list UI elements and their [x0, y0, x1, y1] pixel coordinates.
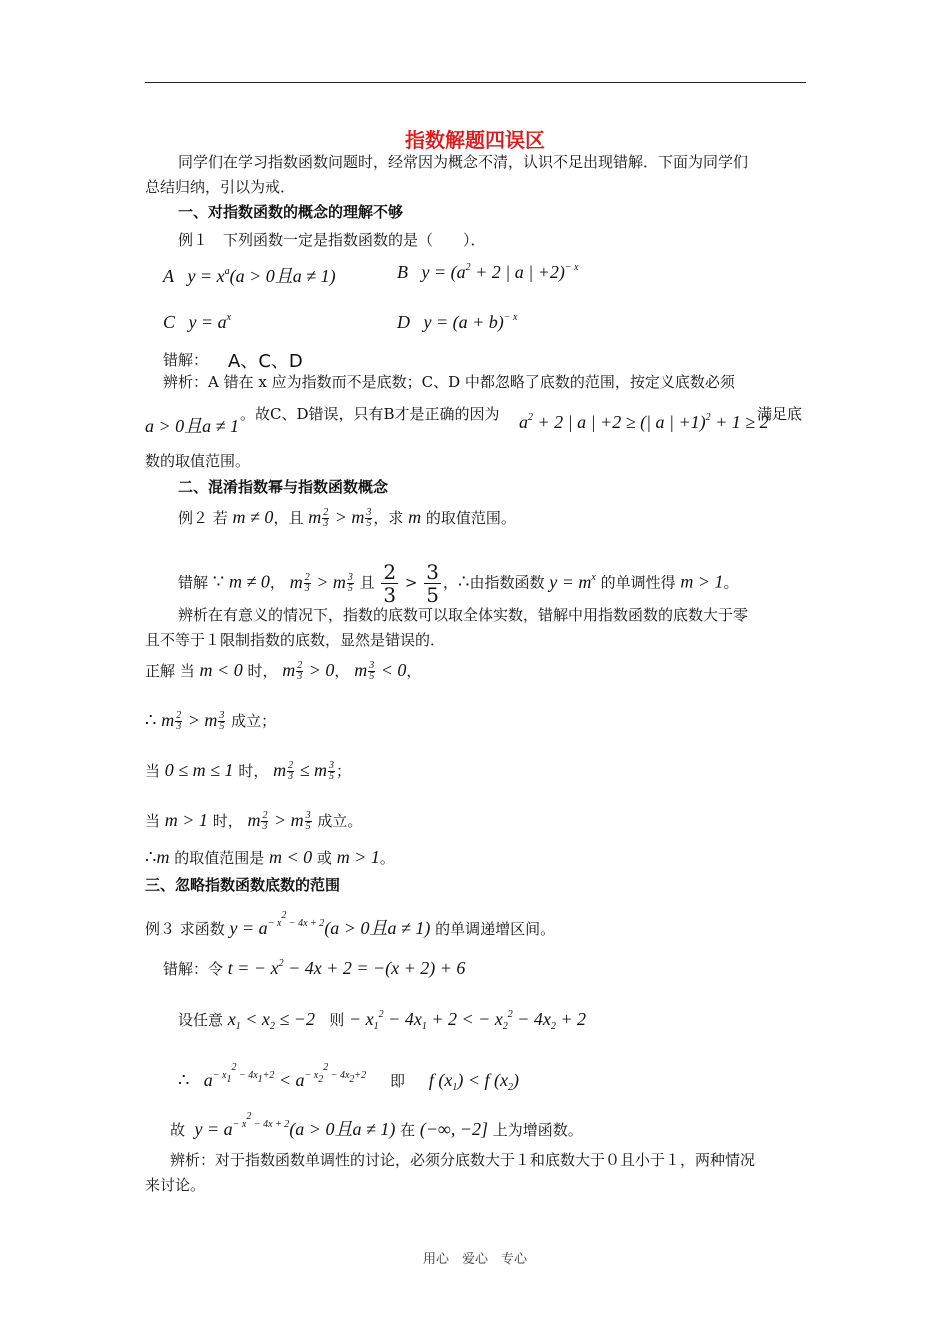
page-footer: 用心 爱心 专心: [422, 1252, 527, 1267]
analysis-1-tail: 满足底: [757, 405, 803, 423]
example-3-analysis-line-1: 辨析：对于指数函数单调性的讨论，必须分底数大于１和底数大于０且小于１，两种情况: [170, 1151, 756, 1169]
wrong-solution-answer: A、C、D: [228, 351, 303, 372]
correct-solution-line-1: 正解 当 m < 0 时， m $\frac{2}{3}$ > 0， m $\frac{3}{5}$ < 0，: [145, 660, 422, 683]
example-3-question: 例３ 求函数 $y = a^{- x^2 - 4x + 2}(a > 0$且a ≠ 1) 的单调递增区间。: [145, 910, 556, 938]
section-3-heading: 三、忽略指数函数底数的范围: [145, 876, 341, 894]
example-1-question: 例１ 下列函数一定是指数函数的是（ ）．: [178, 231, 486, 249]
wrong-solution-label: 错解：: [163, 351, 209, 369]
correct-solution-line-2: ∴ m $\frac{2}{3}$ > m $\frac{3}{5}$ 成立；: [145, 710, 277, 733]
analysis-1-line-3: 数的取值范围。: [145, 452, 251, 470]
correct-solution-line-4: 当 m > 1 时， m $\frac{2}{3}$ > m $\frac{3}{5}$ 成立。: [145, 810, 363, 833]
analysis-1-condition: a > 0且a ≠ 1: [145, 416, 240, 436]
option-d: D $y = (a + b)^{- x}$: [397, 312, 518, 332]
example-3-wrong-line-3: ∴ $a^{- x_1^2 - 4x_1+2} < a^{- x_2^2 - 4x_2+2}$ 即 f $(x_1) < f$ $(x_2)$: [178, 1062, 519, 1093]
page-title: 指数解题四误区: [405, 128, 545, 152]
option-c: C $y = a^x$: [163, 312, 232, 332]
intro-line-1: 同学们在学习指数函数问题时，经常因为概念不清，认识不足出现错解．下面为同学们: [178, 153, 749, 171]
section-1-heading: 一、对指数函数的概念的理解不够: [178, 203, 404, 221]
option-b: B $y = (a^2 + 2$ | a | +2)$^{- x}$: [397, 262, 579, 282]
example-3-wrong-line-4: 故 $y = a^{- x^2 - 4x + 2}(a > 0$且a ≠ 1) 在 (−∞, −2] 上为增函数。: [170, 1111, 583, 1139]
example-3-wrong-line-2: 设任意 $x_1 < x_2 \le -2$ 则 − $x_1^2 - 4x_1 + 2$ < − $x_2^2 - 4x_2 + 2$: [178, 1009, 587, 1032]
analysis-1-inequality: $a^2 + 2$ | a | +2 ≥ (| a | +1)$^2$ + 1 ≥ 2: [519, 412, 769, 432]
example-2-wrong-solution: 错解 ∵ m ≠ 0， m $\frac{2}{3}$ > m $\frac{3}{5}$ 且 $\frac{2}{3}$ > $\frac{3}{5}$ ，∴由指数函数 $y = m^x$ 的单调性得 m > 1。: [178, 560, 739, 607]
correct-solution-line-3: 当 0 ≤ m ≤ 1 时， m $\frac{2}{3}$ ≤ m $\frac{3}{5}$ ；: [145, 760, 351, 783]
example-2-question: 例２ 若 m ≠ 0，且 m $\frac{2}{3}$ > m $\frac{3}{5}$ ，求 m 的取值范围。: [178, 507, 516, 530]
example-2-analysis-line-2: 且不等于１限制指数的底数，显然是错误的．: [145, 631, 446, 649]
analysis-1-text: 。故C、D错误，只有B才是正确的因为: [240, 405, 500, 423]
example-2-analysis-line-1: 辨析在有意义的情况下，指数的底数可以取全体实数，错解中用指数函数的底数大于零: [178, 606, 749, 624]
example-3-analysis-line-2: 来讨论。: [145, 1176, 206, 1194]
correct-solution-conclusion: ∴m 的取值范围是 m < 0 或 m > 1。: [145, 847, 395, 867]
option-a: A $y = x^a(a > 0$且a ≠ 1): [163, 266, 336, 286]
header-rule: [145, 82, 806, 83]
section-2-heading: 二、混淆指数幂与指数函数概念: [178, 478, 389, 496]
analysis-1-line-1: 辨析：A 错在 x 应为指数而不是底数；C、D 中都忽略了底数的范围，按定义底数必须: [163, 373, 735, 391]
example-3-wrong-line-1: 错解：令 t = − $x^2 - 4x + 2 = -(x + 2) + 6$: [163, 958, 466, 978]
intro-line-2: 总结归纳，引以为戒．: [145, 178, 296, 196]
